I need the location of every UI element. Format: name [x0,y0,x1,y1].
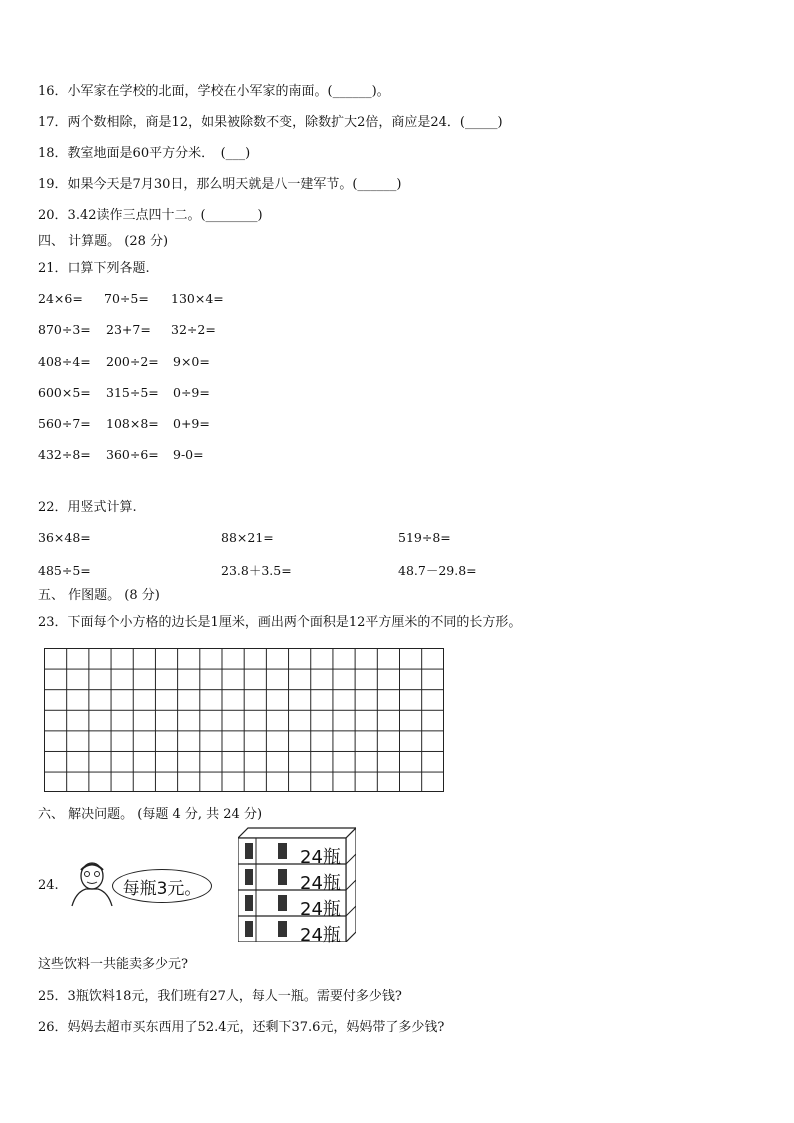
oral-item: 870÷3= [38,322,91,337]
section-4-heading: 四、 计算题。 (28 分) [38,234,169,249]
oral-item: 108×8= [106,416,159,431]
vertical-item: 88×21= [221,530,274,545]
vertical-item: 485÷5= [38,563,91,578]
box-row-label: 24瓶 [300,873,341,894]
oral-item: 408÷4= [38,354,91,369]
oral-item: 130×4= [171,291,224,306]
box-row-label: 24瓶 [300,847,341,868]
oral-item: 70÷5= [104,291,149,306]
question-20: 20．3.42读作三点四十二。(________) [38,208,263,223]
vertical-item: 36×48= [38,530,91,545]
oral-item: 24×6= [38,291,83,306]
question-21: 21．口算下列各题. [38,261,150,276]
question-23: 23．下面每个小方格的边长是1厘米，画出两个面积是12平方厘米的不同的长方形。 [38,615,522,630]
square-grid[interactable] [44,648,444,792]
box-row-label: 24瓶 [300,925,341,946]
question-17: 17．两个数相除，商是12，如果被除数不变，除数扩大2倍，商应是24．(_____) [38,115,503,130]
oral-item: 0+9= [173,416,210,431]
oral-item: 32÷2= [171,322,216,337]
vertical-item: 48.7－29.8= [398,563,477,578]
question-25: 25．3瓶饮料18元，我们班有27人，每人一瓶。需要付多少钱? [38,989,402,1004]
oral-item: 200÷2= [106,354,159,369]
oral-item: 0÷9= [173,385,210,400]
question-24-number: 24. [38,878,59,893]
vertical-item: 519÷8= [398,530,451,545]
question-19: 19．如果今天是7月30日，那么明天就是八一建军节。(______) [38,177,402,192]
person-icon [66,856,118,908]
question-16: 16．小军家在学校的北面，学校在小军家的南面。(______)。 [38,84,390,99]
oral-item: 432÷8= [38,447,91,462]
oral-item: 600×5= [38,385,91,400]
question-18: 18．教室地面是60平方分米． (___) [38,146,251,161]
speech-text: 每瓶3元。 [122,878,202,899]
oral-item: 315÷5= [106,385,159,400]
oral-item: 9×0= [173,354,210,369]
section-5-heading: 五、 作图题。 (8 分) [38,588,160,603]
oral-item: 360÷6= [106,447,159,462]
oral-item: 23+7= [106,322,151,337]
box-row-label: 24瓶 [300,899,341,920]
question-26: 26．妈妈去超市买东西用了52.4元，还剩下37.6元，妈妈带了多少钱? [38,1020,445,1035]
section-6-heading: 六、 解决问题。 (每题 4 分, 共 24 分) [38,807,263,822]
question-22: 22．用竖式计算. [38,500,137,515]
oral-item: 560÷7= [38,416,91,431]
speech-bubble [112,869,212,903]
question-24-text: 这些饮料一共能卖多少元? [38,957,188,972]
vertical-item: 23.8＋3.5= [221,563,292,578]
oral-item: 9-0= [173,447,204,462]
